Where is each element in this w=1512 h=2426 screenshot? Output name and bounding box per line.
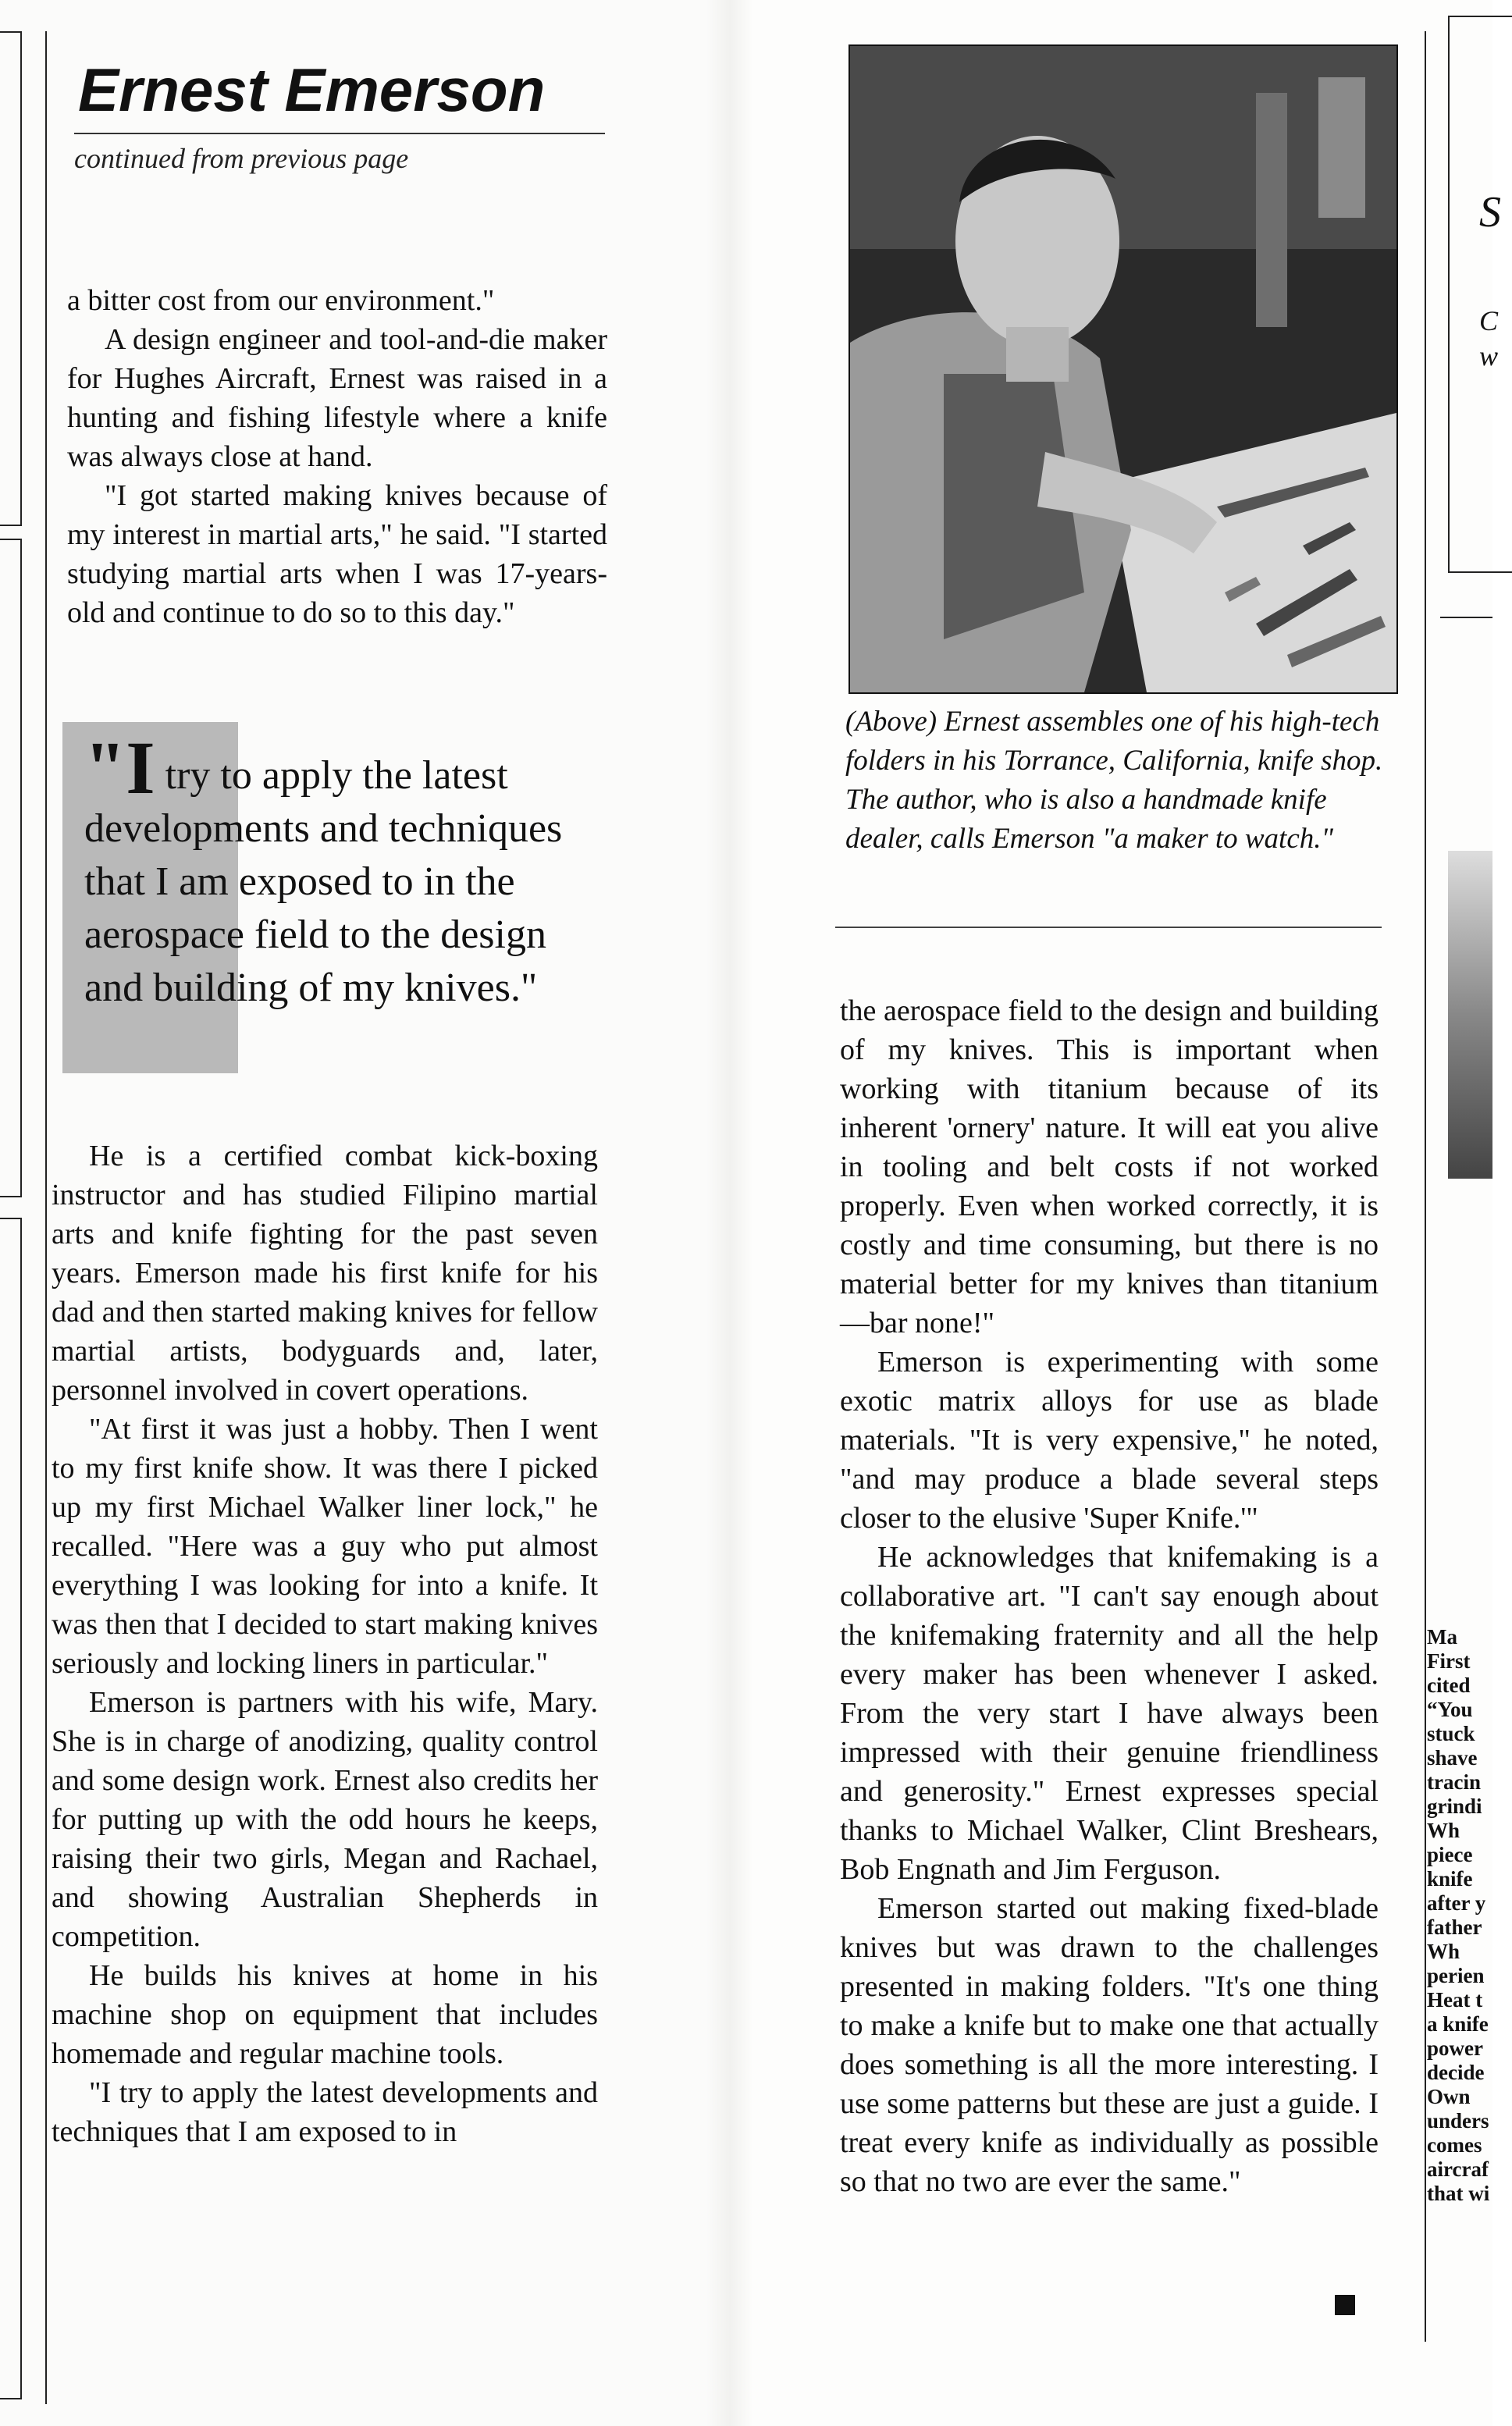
adjacent-rule <box>1440 617 1492 618</box>
adjacent-text-line: First <box>1427 1649 1471 1673</box>
paragraph: He acknowledges that knifemaking is a collaborative art. "I can't say enough about the knifemaking fraternity and all the help every maker has been whenever I asked. From the very start I have always been impressed with their genuine friendliness and generosity." Ernest expresses special thanks to Michael Walker, Clint Breshears, Bob Engnath and Jim Ferguson. <box>840 1541 1379 1886</box>
column-1-bottom <box>52 1137 598 2151</box>
adjacent-text-line: father <box>1427 1916 1482 1939</box>
prev-page-edge-box-top <box>0 31 22 526</box>
adjacent-text-line: stuck <box>1427 1722 1475 1745</box>
adjacent-text-line: grindi <box>1427 1795 1482 1818</box>
adjacent-text-line: tracin <box>1427 1770 1481 1794</box>
paragraph: A design engineer and tool-and-die maker for Hughes Aircraft, Ernest was raised in a hunting and fishing lifestyle where a knife was always close at hand. <box>67 323 607 473</box>
article-headline: Ernest Emerson <box>78 55 546 124</box>
headline-rule <box>74 133 605 134</box>
adjacent-text-line: decide <box>1427 2061 1485 2084</box>
pull-quote-lead: "I <box>84 726 155 809</box>
adjacent-fragment: w <box>1479 340 1499 372</box>
paragraph: Emerson is experimenting with some exotic matrix alloys for use as blade materials. "It is very expensive," he noted, "and may produce a blade several steps closer to the elusive 'Super Knife.'" <box>840 1346 1379 1535</box>
adjacent-fragment: S <box>1479 188 1501 237</box>
adjacent-text-line: piece <box>1427 1843 1473 1866</box>
paragraph: "At first it was just a hobby. Then I went to my first knife show. It was there I picked up my first Michael Walker liner lock," he recalled. "Here was a guy who put almost everything I was looking for into a knife. It was then that I decided to start making knives seriously and locking liners in particular." <box>52 1413 598 1680</box>
adjacent-text-line: perien <box>1427 1964 1485 1987</box>
adjacent-text-line: after y <box>1427 1891 1486 1915</box>
paragraph: He is a certified combat kick-boxing instructor and has studied Filipino martial arts and knife fighting for the past seven years. Emerson made his first knife for his dad and then started making knives for fellow martial artists, bodyguards and, later, personnel involved in covert operations. <box>52 1140 598 1407</box>
paragraph: the aerospace field to the design and building of my knives. This is important when working with titanium because of its inherent 'ornery' nature. It will eat you alive in tooling and belt costs if not worked properly. Even when worked correctly, it is costly and time consuming, but there is no material better for my knives than titanium—bar none!" <box>840 994 1379 1339</box>
adjacent-text-line: comes <box>1427 2133 1482 2157</box>
paragraph: He builds his knives at home in his machine shop on equipment that includes homemade and regular machine tools. <box>52 1959 598 2070</box>
adjacent-fragment: C <box>1479 305 1499 336</box>
photo-illustration <box>850 46 1396 692</box>
caption-rule <box>835 927 1382 928</box>
adjacent-photo <box>1448 851 1492 1179</box>
adjacent-text-line: aircraf <box>1427 2157 1489 2181</box>
page-gutter <box>706 0 753 2426</box>
continued-note: continued from previous page <box>74 143 409 174</box>
adjacent-text-line: Heat t <box>1427 1988 1483 2012</box>
knifemaker-photo <box>848 44 1398 694</box>
paragraph: "I try to apply the latest developments and techniques that I am exposed to in <box>52 2076 598 2148</box>
paragraph: a bitter cost from our environment." <box>67 284 495 317</box>
paragraph: "I got started making knives because of my interest in martial arts," he said. "I started studying martial arts when I was 17-years-old and continue to do so to this day." <box>67 479 607 629</box>
paragraph: Emerson started out making fixed-blade knives but was drawn to the challenges presented in making folders. "It's one thing to make a knife but to make one that actually does something is all the more interesting. I use some patterns but these are just a guide. I treat every knife as individually as possible so that no two are ever the same." <box>840 1892 1379 2198</box>
adjacent-page-box <box>1448 16 1512 573</box>
adjacent-text-line: cited <box>1427 1674 1471 1697</box>
adjacent-text-line: “You <box>1427 1698 1473 1721</box>
adjacent-text-line: shave <box>1427 1746 1478 1770</box>
pull-quote <box>84 726 615 1015</box>
adjacent-text-line: that wi <box>1427 2182 1490 2205</box>
end-of-article-mark <box>1335 2295 1355 2315</box>
adjacent-text-line: knife <box>1427 1867 1473 1891</box>
paragraph: Emerson is partners with his wife, Mary. She is in charge of anodizing, quality control and some design work. Ernest also credits her for putting up with the odd hours he keeps, raising their two girls, Megan and Rachael, and showing Australian Shepherds in competition. <box>52 1686 598 1953</box>
photo-caption: (Above) Ernest assembles one of his high-tech folders in his Torrance, California, knife shop. The author, who is also a handmade knife dealer, calls Emerson "a maker to watch." <box>845 706 1383 855</box>
prev-page-edge-box-bottom <box>0 1218 22 2399</box>
adjacent-text-line: unders <box>1427 2109 1489 2133</box>
column-1-top <box>67 281 607 632</box>
adjacent-text-line: a knife <box>1427 2012 1489 2036</box>
article-column-rule-left <box>45 31 47 2404</box>
adjacent-text-line: Own <box>1427 2085 1471 2108</box>
adjacent-text-line: Wh <box>1427 1940 1460 1963</box>
pull-quote-text: try to apply the latest developments and techniques that I am exposed to in the aerospace field to the design and building of my knives." <box>84 753 563 1010</box>
adjacent-text-column <box>1427 1625 1492 2206</box>
article-column-rule-right <box>1425 31 1426 2342</box>
adjacent-text-line: power <box>1427 2036 1483 2060</box>
prev-page-edge-box-middle <box>0 539 22 1197</box>
column-2 <box>840 991 1379 2201</box>
adjacent-text-line: Wh <box>1427 1819 1460 1842</box>
adjacent-text-line: Ma <box>1427 1625 1457 1649</box>
